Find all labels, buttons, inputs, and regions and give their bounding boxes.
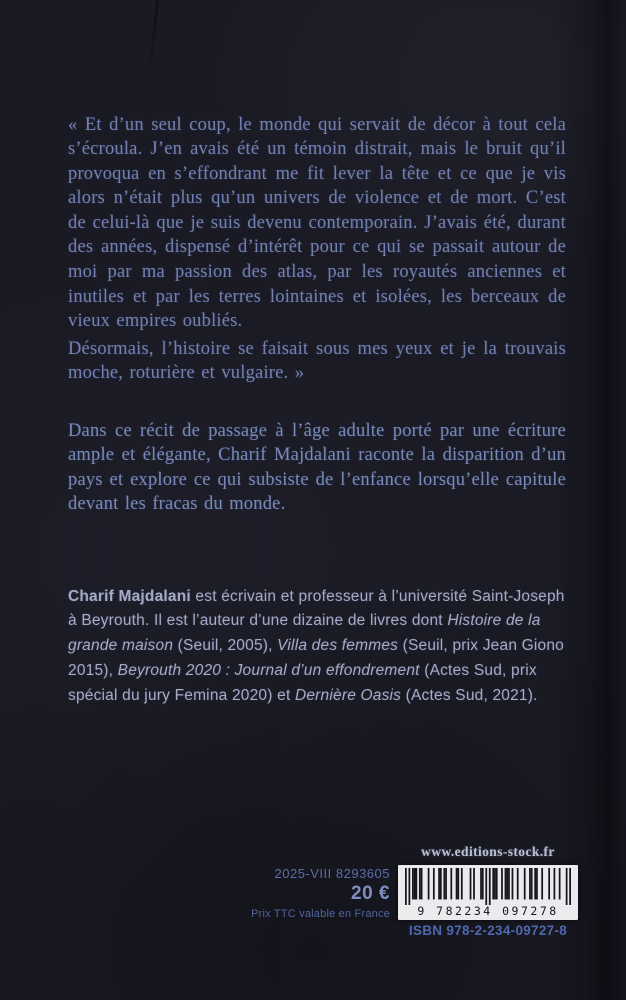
book-description: Dans ce récit de passage à l’âge adulte porté par une écriture ample et élégante, Charif Majdalani raconte la disparition d’un pays et explore ce qui subsiste de l’enfance lorsqu’elle capitule devant les fracas du monde. xyxy=(68,420,566,515)
print-code: 2025-VIII 8293605 xyxy=(274,866,390,881)
price-note: Prix TTC valable en France xyxy=(251,908,390,920)
back-cover-quote-paragraph-2: Désormais, l’histoire se faisait sous mes yeux et je la trouvais moche, roturière et vulgaire. » xyxy=(68,338,566,384)
publisher-website: www.editions-stock.fr xyxy=(421,844,555,859)
pricing-block xyxy=(220,866,390,920)
barcode-bars xyxy=(405,868,571,905)
back-cover-quote-paragraph-1: « Et d’un seul coup, le monde qui servait de décor à tout cela s’écroula. J’en avais été un témoin distrait, mais le bruit qu’il provoqua en s’effondrant me fit lever la tête et ce que je vis alors n’était plus qu’un univers de violence et de mort. C’est de celui-là que je suis devenu contemporain. J’avais été, durant des années, dispensé d’intérêt pour ce qui se passait autour de moi par ma passion des atlas, par les royautés anciennes et inutiles et par les terres lointaines et isolées, les berceaux de vieux empires oubliés. xyxy=(68,114,566,332)
barcode xyxy=(398,865,578,920)
author-bio: Charif Majdalani est écrivain et professeur à l’université Saint-Joseph à Beyrouth. Il est l’auteur d’une dizaine de livres dont Histoire de la grande maison (Seuil, 2005), Villa des femmes (Seuil, prix Jean Giono 2015), Beyrouth 2020 : Journal d’un effondrement (Actes Sud, prix spécial du jury Femina 2020) et Dernière Oasis (Actes Sud, 2021). xyxy=(68,587,565,704)
barcode-number: 9 782234 097278 xyxy=(417,904,559,918)
cover-crease-mark xyxy=(148,0,159,78)
isbn-label: ISBN 978-2-234-09727-8 xyxy=(408,923,568,938)
price: 20 € xyxy=(351,883,390,904)
